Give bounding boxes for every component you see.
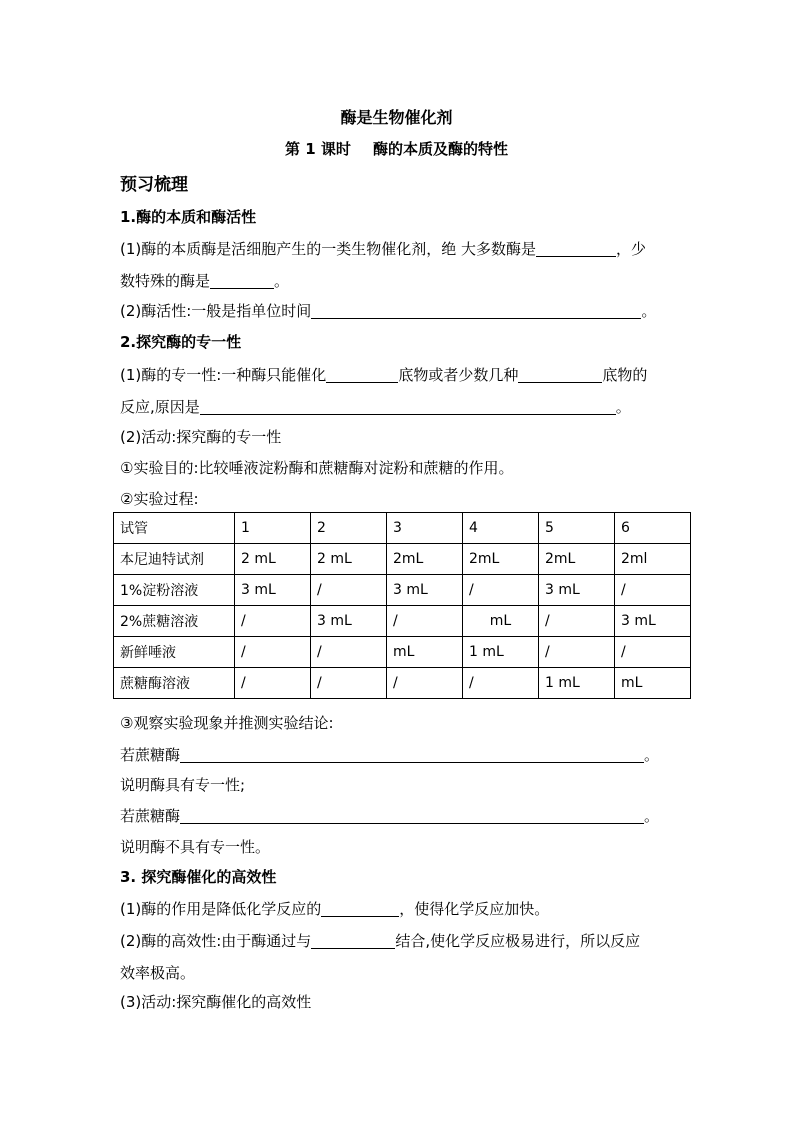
table-cell: 2mL [463, 544, 539, 575]
table-cell: 6 [615, 513, 691, 544]
table-cell: 3 mL [235, 575, 311, 606]
text: ，使得化学反应加快。 [399, 900, 550, 918]
table-cell: 5 [539, 513, 615, 544]
table-cell: 本尼迪特试剂 [114, 544, 235, 575]
text: 数特殊的酶是 [120, 272, 211, 290]
fill-blank[interactable] [180, 807, 644, 824]
table-cell: / [311, 637, 387, 668]
fill-blank[interactable] [210, 272, 274, 289]
table-row [114, 637, 691, 668]
lesson-number: 第 1 课时 [285, 140, 351, 158]
experiment-table [113, 512, 691, 699]
fill-blank[interactable] [311, 302, 641, 319]
table-cell: 2%蔗糖溶液 [114, 606, 235, 637]
table-cell: 3 mL [615, 606, 691, 637]
table-cell: 3 [387, 513, 463, 544]
table-cell: / [311, 668, 387, 699]
text: ，少 [616, 240, 647, 258]
table-cell: / [539, 606, 615, 637]
text: (2)酶活性:一般是指单位时间 [120, 302, 312, 320]
fill-blank[interactable] [311, 932, 395, 949]
table-cell: 1 mL [539, 668, 615, 699]
table-cell: 3 mL [387, 575, 463, 606]
heading-enzyme-nature: 1.酶的本质和酶活性 [120, 208, 257, 226]
table-cell: mL [463, 606, 539, 637]
text: 底物或者少数几种 [398, 366, 519, 384]
text-line [120, 898, 549, 919]
table-cell: 2 mL [311, 544, 387, 575]
text: 。 [644, 807, 660, 825]
table-cell: 1 mL [463, 637, 539, 668]
table-cell: 2 [311, 513, 387, 544]
table-cell: / [615, 575, 691, 606]
table-row [114, 575, 691, 606]
text: 底物的 [602, 366, 648, 384]
text: 结合,使化学反应极易进行，所以反应 [395, 932, 641, 950]
fill-blank[interactable] [536, 240, 616, 257]
text: 。 [274, 272, 290, 290]
text: 反应,原因是 [120, 398, 200, 416]
table-cell: 3 mL [311, 606, 387, 637]
text-line [120, 396, 631, 417]
heading-efficiency: 3. 探究酶催化的高效性 [120, 868, 277, 886]
table-cell: 新鲜唾液 [114, 637, 235, 668]
table-cell: / [463, 575, 539, 606]
text: (1)酶的本质酶是活细胞产生的一类生物催化剂，绝 大多数酶是 [120, 240, 537, 258]
fill-blank[interactable] [326, 366, 398, 383]
heading-specificity: 2.探究酶的专一性 [120, 333, 242, 351]
text: (2)酶的高效性:由于酶通过与 [120, 932, 312, 950]
fill-blank[interactable] [518, 366, 602, 383]
text-line [120, 300, 656, 321]
table-cell: 3 mL [539, 575, 615, 606]
table-row [114, 668, 691, 699]
text-line: 说明酶不具有专一性。 [120, 838, 271, 856]
text: (1)酶的专一性:一种酶只能催化 [120, 366, 327, 384]
text-line [120, 805, 659, 826]
table-cell: / [615, 637, 691, 668]
lesson-subtitle [0, 138, 793, 159]
page-title: 酶是生物催化剂 [340, 108, 453, 127]
table-cell: mL [387, 637, 463, 668]
fill-blank[interactable] [200, 398, 616, 415]
table-row [114, 544, 691, 575]
text: 。 [644, 746, 660, 764]
table-cell: / [311, 575, 387, 606]
table-cell: / [539, 637, 615, 668]
text-line [120, 270, 289, 291]
table-cell: 4 [463, 513, 539, 544]
table-cell: / [387, 668, 463, 699]
table-cell: 试管 [114, 513, 235, 544]
table-cell: / [387, 606, 463, 637]
text-line [120, 744, 659, 765]
text-line: ①实验目的:比较唾液淀粉酶和蔗糖酶对淀粉和蔗糖的作用。 [120, 459, 514, 477]
text-line [120, 364, 647, 385]
text: (1)酶的作用是降低化学反应的 [120, 900, 322, 918]
fill-blank[interactable] [180, 746, 644, 763]
table-header-row [114, 513, 691, 544]
table-cell: 1%淀粉溶液 [114, 575, 235, 606]
table-cell: 2 mL [235, 544, 311, 575]
table-cell: 2ml [615, 544, 691, 575]
table-cell: / [235, 668, 311, 699]
text: 。 [615, 398, 631, 416]
text-line: (2)活动:探究酶的专一性 [120, 428, 282, 446]
text-line: 说明酶具有专一性; [120, 776, 246, 794]
table-cell: mL [615, 668, 691, 699]
text-line: (3)活动:探究酶催化的高效性 [120, 993, 312, 1011]
text-line [120, 930, 640, 951]
table-row [114, 606, 691, 637]
text: 。 [641, 302, 657, 320]
table-cell: / [235, 606, 311, 637]
table-cell: 1 [235, 513, 311, 544]
section-heading: 预习梳理 [120, 175, 188, 195]
text-line [120, 238, 646, 259]
text-line: ③观察实验现象并推测实验结论: [120, 714, 334, 732]
text-line: 效率极高。 [120, 964, 196, 982]
text-line: ②实验过程: [120, 490, 199, 508]
text: 若蔗糖酶 [120, 807, 181, 825]
table-cell: 2mL [539, 544, 615, 575]
fill-blank[interactable] [321, 900, 399, 917]
table-cell: / [235, 637, 311, 668]
table-cell: 蔗糖酶溶液 [114, 668, 235, 699]
lesson-topic: 酶的本质及酶的特性 [372, 140, 508, 158]
table-cell: / [463, 668, 539, 699]
table-cell: 2mL [387, 544, 463, 575]
text: 若蔗糖酶 [120, 746, 181, 764]
